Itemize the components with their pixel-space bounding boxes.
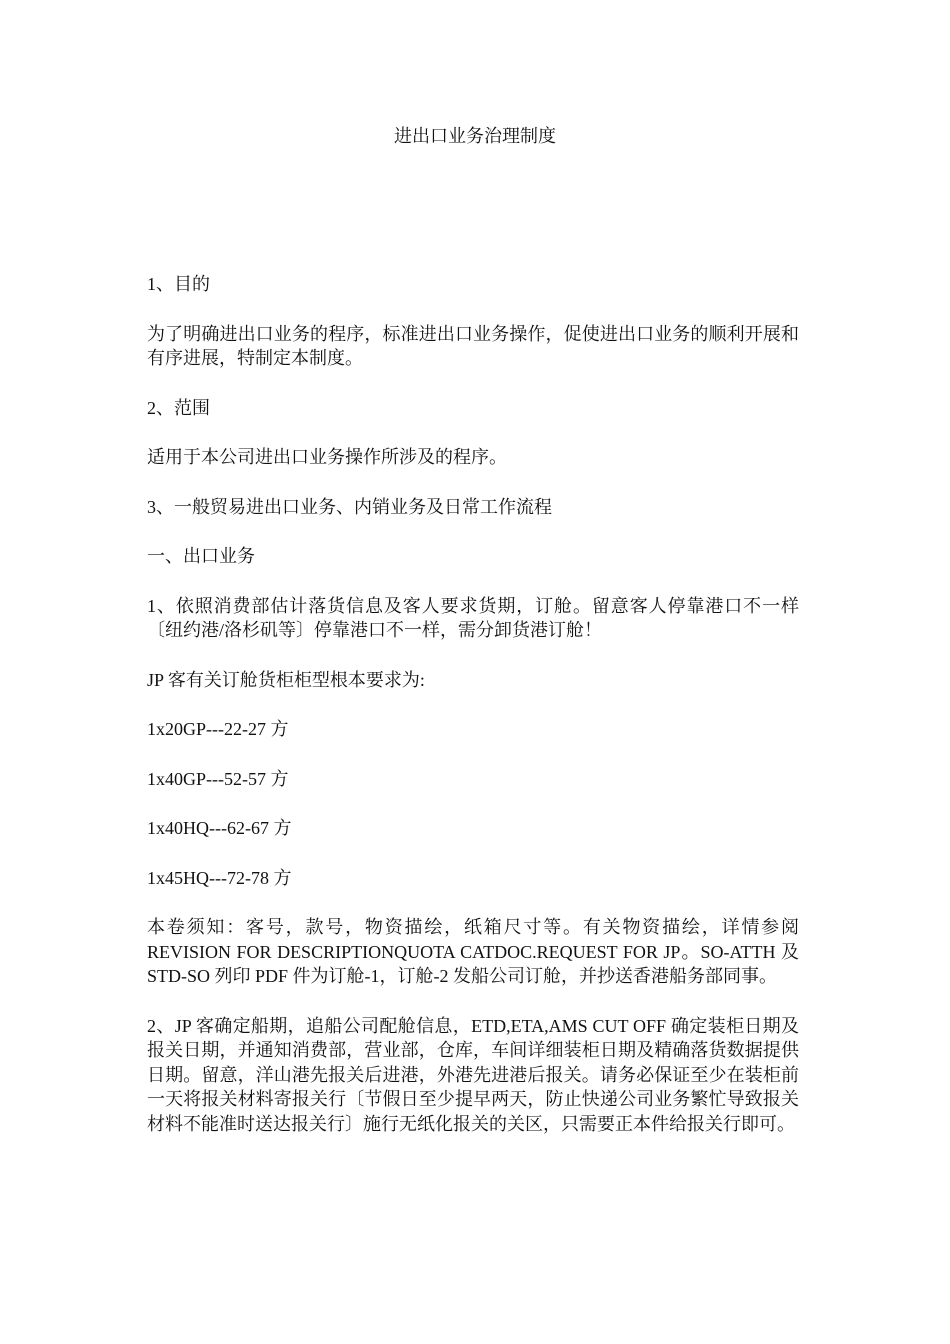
paragraph-scope: 适用于本公司进出口业务操作所涉及的程序。: [147, 447, 507, 467]
section-heading-scope: 2、范围: [147, 397, 210, 418]
section-heading-purpose: 1、目的: [147, 274, 210, 294]
paragraph-purpose: 为了明确进出口业务的程序，标准进出口业务操作，促使进出口业务的顺利开展和有序进展，特制定本制度。: [147, 323, 799, 368]
paragraph-shipping-schedule: 2、JP 客确定船期，追船公司配舱信息，ETD,ETA,AMS CUT OFF 确定装柜日期及报关日期，并通知消费部，营业部，仓库，车间详细装柜日期及精确落货数据提供日期。留意，洋山港先报关后进港，外港先进港后报关。请务必保证至少在装柜前一天将报关材料寄报关行〔节假日至少提早两天，防止快递公司业务繁忙导致报关材料不能准时送达报关行〕施行无纸化报关的关区，只需要正本件给报关行即可。: [147, 1015, 799, 1134]
container-spec-40gp: 1x40GP---52-57 方: [147, 768, 289, 789]
container-spec-40hq: 1x40HQ---62-67 方: [147, 818, 292, 838]
container-spec-45hq: 1x45HQ---72-78 方: [147, 867, 292, 888]
paragraph-notes: 本卷须知：客号，款号，物资描绘，纸箱尺寸等。有关物资描绘，详情参阅 REVISION FOR DESCRIPTIONQUOTA CATDOC.REQUEST FOR JP。SO-ATTH 及 STD-SO 列印 PDF 件为订舱-1，订舱-2 发船公司订舱，并抄送香港船务部同事。: [147, 917, 799, 986]
paragraph-container-requirements: JP 客有关订舱货柜柜型根本要求为:: [147, 669, 425, 690]
document-body: [147, 272, 799, 1161]
paragraph-booking: 1、依照消费部估计落货信息及客人要求货期，订舱。留意客人停靠港口不一样〔纽约港/洛杉矶等〕停靠港口不一样，需分卸货港订舱！: [147, 595, 799, 640]
section-heading-workflow: 3、一般贸易进出口业务、内销业务及日常工作流程: [147, 496, 552, 517]
subsection-heading-export: 一、出口业务: [147, 546, 255, 566]
container-spec-20gp: 1x20GP---22-27 方: [147, 719, 289, 739]
document-title: 进出口业务治理制度: [394, 126, 556, 146]
